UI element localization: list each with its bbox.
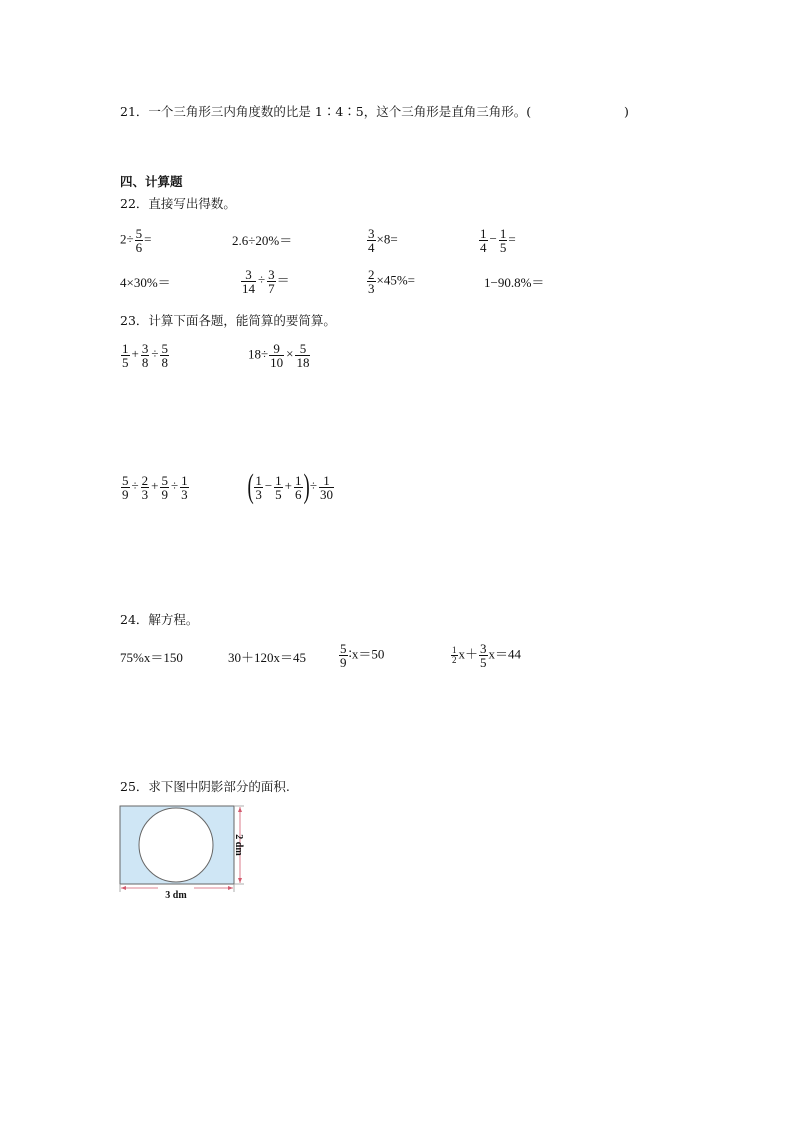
q24-equation-4: $\frac{1}{2}$ x＋ $\frac{3}{5}$ x＝44: [452, 641, 522, 670]
answer-close-paren: ): [624, 104, 629, 119]
q23-expr-3: $\frac{5}{9}$ ÷ $\frac{2}{3}$ + $\frac{5}{9}$ ÷ $\frac{1}{3}$: [122, 473, 188, 502]
left-paren: (: [247, 468, 254, 505]
height-arrow-top: [238, 807, 242, 812]
height-arrow-bottom: [238, 878, 242, 883]
height-label: 2 dm: [233, 834, 244, 856]
question-23-title: 23．计算下面各题，能简算的要简算。: [120, 313, 336, 328]
q22-expr-2: 2.6÷20%＝: [232, 233, 293, 248]
width-arrow-right: [228, 886, 233, 890]
question-22-title: 22．直接写出得数。: [120, 196, 236, 211]
q23-expr-4: ( $\frac{1}{3}$ − $\frac{1}{5}$ + $\frac{1}{6}$ )÷ $\frac{1}{30}$: [247, 468, 333, 505]
question-25-title: 25．求下图中阴影部分的面积.: [120, 779, 290, 794]
right-paren: ): [303, 468, 310, 505]
section-heading: 四、计算题: [120, 174, 183, 189]
q23-expr-1: $\frac{1}{5}$ + $\frac{3}{8}$ ÷ $\frac{5}{8}$: [122, 341, 168, 370]
q22-expr-1: 2÷ $\frac{5}{6}$ =: [120, 226, 152, 255]
q24-equation-3: $\frac{5}{9}$ ∶x＝50: [340, 641, 385, 670]
q22-expr-4: $\frac{1}{4}$ − $\frac{1}{5}$ =: [480, 226, 516, 255]
shaded-area-figure: [114, 800, 264, 904]
q22-expr-3: $\frac{3}{4}$ ×8=: [368, 226, 398, 255]
circle-shape: [139, 808, 213, 882]
q22-expr-5: 4×30%＝: [120, 275, 171, 290]
question-24-title: 24．解方程。: [120, 612, 199, 627]
q23-expr-2: 18÷ $\frac{9}{10}$ × $\frac{5}{18}$: [248, 341, 310, 370]
q22-expr-7: $\frac{2}{3}$ ×45%=: [368, 267, 415, 296]
q24-equation-2: 30＋120x＝45: [228, 650, 307, 665]
question-21: [120, 104, 531, 120]
q22-expr-8: 1−90.8%＝: [484, 275, 545, 290]
q22-expr-6: $\frac{3}{14}$ ÷ $\frac{3}{7}$ ＝: [242, 267, 290, 296]
width-arrow-left: [121, 886, 126, 890]
q24-equation-1: 75%x＝150: [120, 650, 183, 665]
question-21-text: 21．一个三角形三内角度数的比是 1∶4∶5，这个三角形是直角三角形。(: [120, 104, 532, 119]
width-label: 3 dm: [165, 890, 187, 901]
